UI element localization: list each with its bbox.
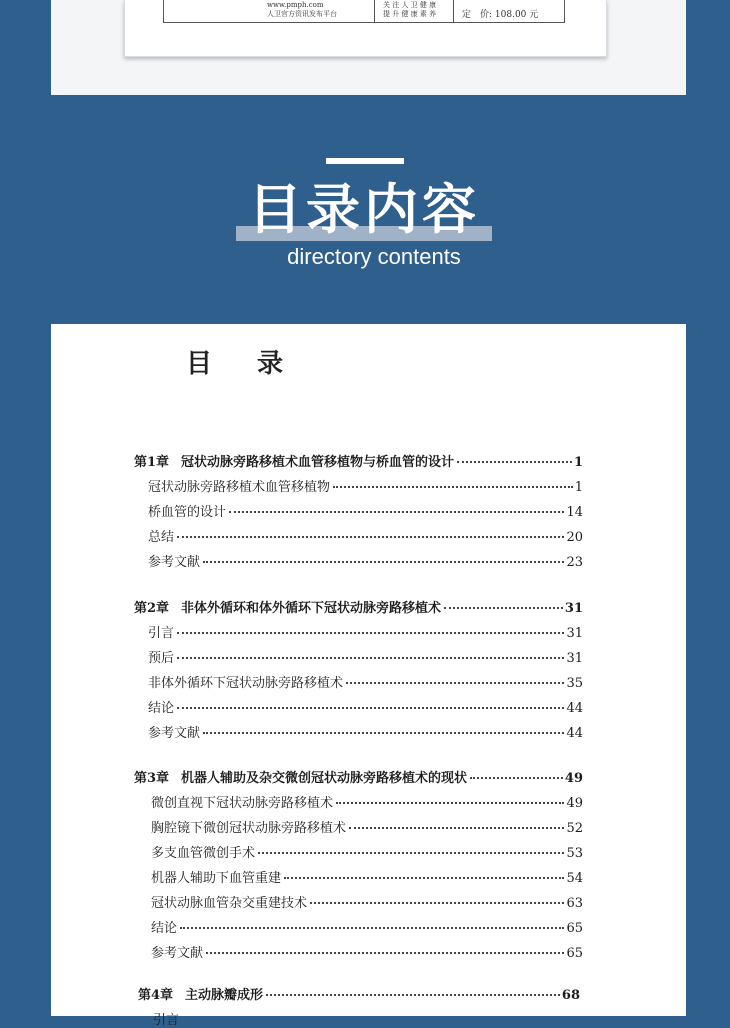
toc-entry-label: 总结 (148, 530, 175, 545)
toc-chapter-row (134, 451, 583, 470)
toc-entry-label: 冠状动脉血管杂交重建技术 (151, 896, 308, 911)
toc-entry-row (153, 1009, 577, 1028)
toc-entry-label: 非体外循环下冠状动脉旁路移植术 (148, 676, 344, 691)
toc-leader-dots (284, 877, 564, 879)
cover-price (454, 0, 564, 22)
cover-follow-line1: 关 注 人 卫 健 康 (383, 1, 437, 9)
toc-page-number: 49 (566, 796, 583, 811)
toc-leader-dots (203, 561, 564, 563)
toc-page-number: 54 (566, 871, 583, 886)
toc-leader-dots (203, 732, 564, 734)
toc-page-number: 1 (574, 480, 583, 495)
toc-entry-label: 微创直视下冠状动脉旁路移植术 (151, 796, 334, 811)
toc-page-number: 53 (566, 846, 583, 861)
toc-entry-label: 结论 (151, 921, 178, 936)
toc-entry-row (151, 942, 583, 961)
toc-chapter-row (134, 767, 583, 786)
toc-leader-dots (177, 536, 564, 538)
toc-entry-label: 胸腔镜下微创冠状动脉旁路移植术 (151, 821, 347, 836)
header-dash-decoration (326, 158, 404, 164)
toc-chapter-number: 第1章 (134, 455, 170, 470)
toc-entry-row (151, 817, 583, 836)
toc-chapter-row (138, 984, 580, 1003)
toc-entry-label: 参考文献 (151, 946, 204, 961)
toc-heading: 目 录 (186, 349, 302, 379)
toc-page-number: 63 (566, 896, 583, 911)
toc-entry-row (148, 501, 583, 520)
toc-chapter-label (134, 451, 454, 470)
toc-page-number: 44 (566, 726, 583, 741)
toc-entry-label: 多支血管微创手术 (151, 846, 256, 861)
toc-leader-dots (266, 994, 560, 996)
toc-leader-dots (457, 461, 572, 463)
book-cover-bottom (124, 0, 607, 57)
toc-page-number: 1 (573, 455, 583, 470)
toc-entry-row (148, 722, 583, 741)
toc-leader-dots (177, 657, 564, 659)
toc-entry-row (151, 792, 583, 811)
toc-chapter-row (134, 597, 583, 616)
toc-entry-label: 引言 (148, 626, 175, 641)
toc-leader-dots (333, 486, 573, 488)
cover-follow-line2: 提 升 健 康 素 养 (383, 10, 437, 18)
toc-page-number: 31 (564, 601, 583, 616)
toc-page-number: 31 (566, 651, 583, 666)
cover-follow (374, 0, 454, 22)
toc-chapter-label (138, 984, 263, 1003)
toc-page-number: 49 (564, 771, 583, 786)
toc-chapter-label (134, 767, 467, 786)
toc-page-number: 68 (561, 988, 580, 1003)
toc-leader-dots (180, 927, 564, 929)
toc-leader-dots (229, 511, 564, 513)
section-subtitle: directory contents (287, 244, 461, 269)
toc-leader-dots (206, 952, 564, 954)
section-title: 目录内容 (248, 178, 480, 241)
toc-entry-row (148, 672, 583, 691)
toc-page-number: 20 (566, 530, 583, 545)
toc-chapter-label (134, 597, 441, 616)
cover-publisher (164, 0, 374, 22)
toc-entry-label: 参考文献 (148, 726, 201, 741)
toc-leader-dots (470, 777, 563, 779)
toc-leader-dots (177, 707, 564, 709)
toc-chapter-title: 冠状动脉旁路移植术血管移植物与桥血管的设计 (181, 455, 455, 470)
toc-leader-dots (177, 632, 564, 634)
toc-chapter-number: 第3章 (134, 771, 170, 786)
toc-entry-label: 机器人辅助下血管重建 (151, 871, 282, 886)
toc-chapter-title: 机器人辅助及杂交微创冠状动脉旁路移植术的现状 (181, 771, 468, 786)
toc-entry-label: 冠状动脉旁路移植术血管移植物 (148, 480, 331, 495)
toc-entry-row (148, 697, 583, 716)
toc-chapter-title: 主动脉瓣成形 (185, 988, 264, 1003)
toc-entry-row (148, 647, 583, 666)
toc-entry-label: 参考文献 (148, 555, 201, 570)
toc-entry-row (151, 892, 583, 911)
toc-entry-row (148, 476, 583, 495)
toc-entry-row (151, 842, 583, 861)
toc-page-number: 65 (566, 946, 583, 961)
toc-entry-row (148, 622, 583, 641)
top-panel (51, 0, 686, 95)
toc-page-number: 44 (566, 701, 583, 716)
toc-page-number: 65 (566, 921, 583, 936)
toc-leader-dots (346, 682, 564, 684)
toc-page-number: 52 (566, 821, 583, 836)
toc-entry-row (151, 917, 583, 936)
toc-leader-dots (336, 802, 564, 804)
toc-leader-dots (444, 607, 563, 609)
cover-price-label: 定 价: (462, 10, 493, 20)
toc-chapter-title: 非体外循环和体外循环下冠状动脉旁路移植术 (181, 601, 442, 616)
toc-entry-row (148, 551, 583, 570)
toc-entry-label: 结论 (148, 701, 175, 716)
toc-chapter-number: 第4章 (138, 988, 174, 1003)
toc-entry-row (148, 526, 583, 545)
toc-entry-label: 桥血管的设计 (148, 505, 227, 520)
toc-page-number: 35 (566, 676, 583, 691)
toc-page-number: 14 (566, 505, 583, 520)
toc-entry-label: 引言 (153, 1013, 180, 1028)
cover-url: www.pmph.com (267, 1, 324, 9)
cover-price-value: 108.00 元 (494, 10, 539, 20)
cover-info-box (163, 0, 565, 23)
toc-page (51, 324, 686, 1028)
toc-leader-dots (258, 852, 564, 854)
toc-entry-row (151, 867, 583, 886)
toc-chapter-number: 第2章 (134, 601, 170, 616)
toc-entry-label: 预后 (148, 651, 175, 666)
toc-leader-dots (349, 827, 564, 829)
cover-platform: 人卫官方资讯发布平台 (267, 10, 337, 18)
toc-page-number: 31 (566, 626, 583, 641)
toc-leader-dots (310, 902, 564, 904)
toc-page-number: 23 (566, 555, 583, 570)
